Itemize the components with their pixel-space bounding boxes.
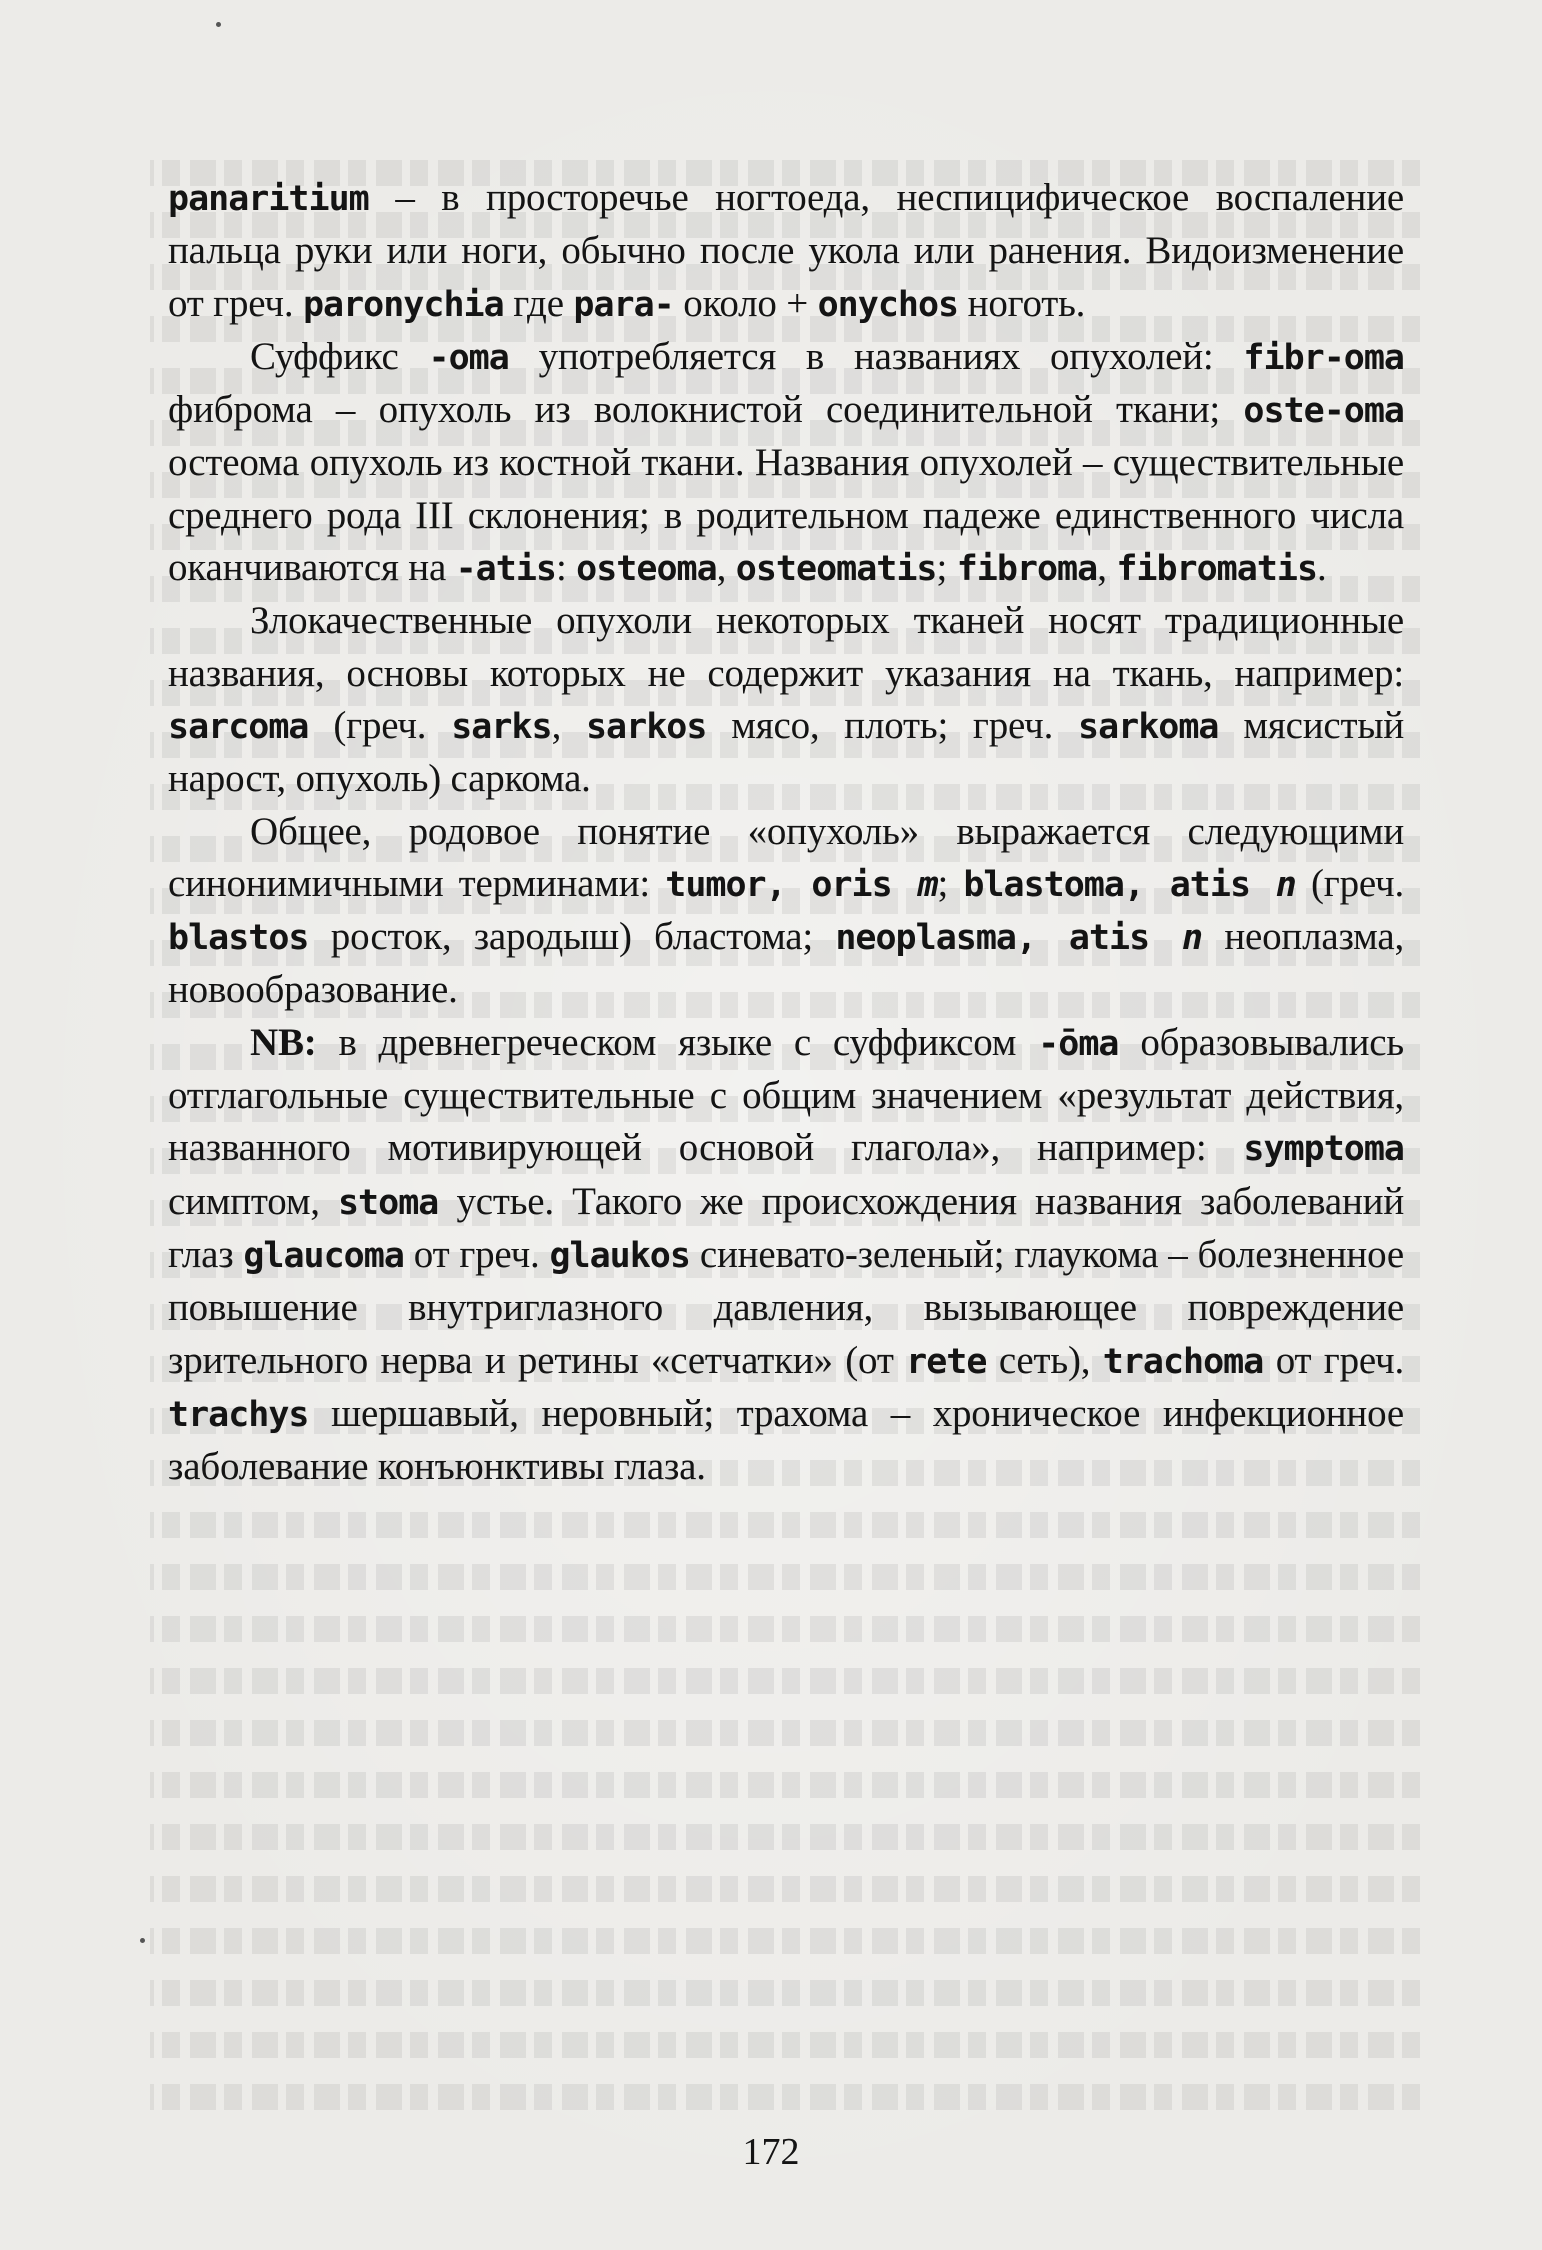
paragraph-nb-note: NB: в древнегреческом языке с суффиксом -ōma образовывались отглагольные существительные с общим значением «результат действия, названного мотивирующей основой глагола», например: symptoma симптом, stoma устье. Такого же происхождения названия заболеваний глаз glaucoma от греч. glaukos синевато-зеленый; глаукома – болезненное повышение внутриглазного давления, вызывающее повреждение зрительного нерва и ретины «сетчатки» (от rete сеть), trachoma от греч. trachys шершавый, неровный; трахома – хроническое инфекционное заболевание конъюнктивы глаза. [168,1020,1404,1489]
scan-speck [216,22,221,27]
latin-term: glaucoma [243,1235,404,1276]
latin-term: blastos [168,918,309,959]
latin-term: m [917,864,938,905]
latin-term: trachys [168,1394,309,1435]
latin-term: osteomatis [735,549,937,590]
latin-term: paronychia [302,284,504,325]
latin-term: glaukos [549,1235,690,1276]
paragraph-tumor-synonyms: Общее, родовое понятие «опухоль» выражается следующими синонимичными терминами: tumor, oris m; blastoma, atis n (греч. blastos росток, зародыш) бластома; neoplasma, atis n неоплазма, новообразование. [168,809,1405,1012]
latin-term: fibr-oma [1243,337,1404,378]
latin-term: osteoma [576,549,717,590]
paragraph-suffix-oma: Суффикс -oma употребляется в названиях опухолей: fibr-oma фиброма – опухоль из волокнистой соединительной ткани; oste-oma остеома опухоль из костной ткани. Названия опухолей – существительные среднего рода III склонения; в родительном падеже единственного числа оканчиваются на -atis: osteoma, osteomatis; fibroma, fibromatis. [168,334,1404,590]
paragraph-panaritium: panaritium – в просторечье ногтоеда, неспицифическое воспаление пальца руки или ноги, обычно после укола или ранения. Видоизменение от греч. paronychia где para- около + onychos ноготь. [168,176,1404,325]
latin-term: -oma [428,337,509,378]
latin-term: sarcoma [168,706,309,747]
latin-term: rete [906,1341,987,1382]
latin-term: sarkos [585,706,707,747]
latin-term: symptoma [1243,1129,1404,1170]
scan-speck [140,1938,145,1943]
latin-term: sarkoma [1078,706,1219,747]
latin-term: para- [573,284,674,325]
latin-term: n [1275,864,1296,905]
body-text [168,172,1404,1493]
latin-term: neoplasma, atis [835,918,1182,959]
latin-term: onychos [817,284,959,325]
latin-term: sarks [451,706,552,747]
page-number: 172 [742,2131,800,2173]
latin-term: trachoma [1102,1341,1264,1382]
latin-term: panaritium [168,179,369,219]
latin-term: -atis [455,549,556,590]
latin-term: stoma [337,1182,439,1223]
latin-term: oste-oma [1243,391,1404,432]
latin-term: blastoma, atis [963,864,1276,905]
latin-term: -ōma [1038,1023,1119,1064]
latin-term: fibromatis [1116,549,1318,590]
latin-term: tumor, oris [665,864,918,905]
nb-marker: NB: [250,1020,317,1064]
paragraph-malignant-tumors: Злокачественные опухоли некоторых тканей носят традиционные названия, основы которых не содержит указания на ткань, например: sarcoma (греч. sarks, sarkos мясо, плоть; греч. sarkoma мясистый нарост, опухоль) саркома. [168,599,1404,801]
latin-term: fibroma [956,549,1098,590]
latin-term: n [1181,918,1203,959]
